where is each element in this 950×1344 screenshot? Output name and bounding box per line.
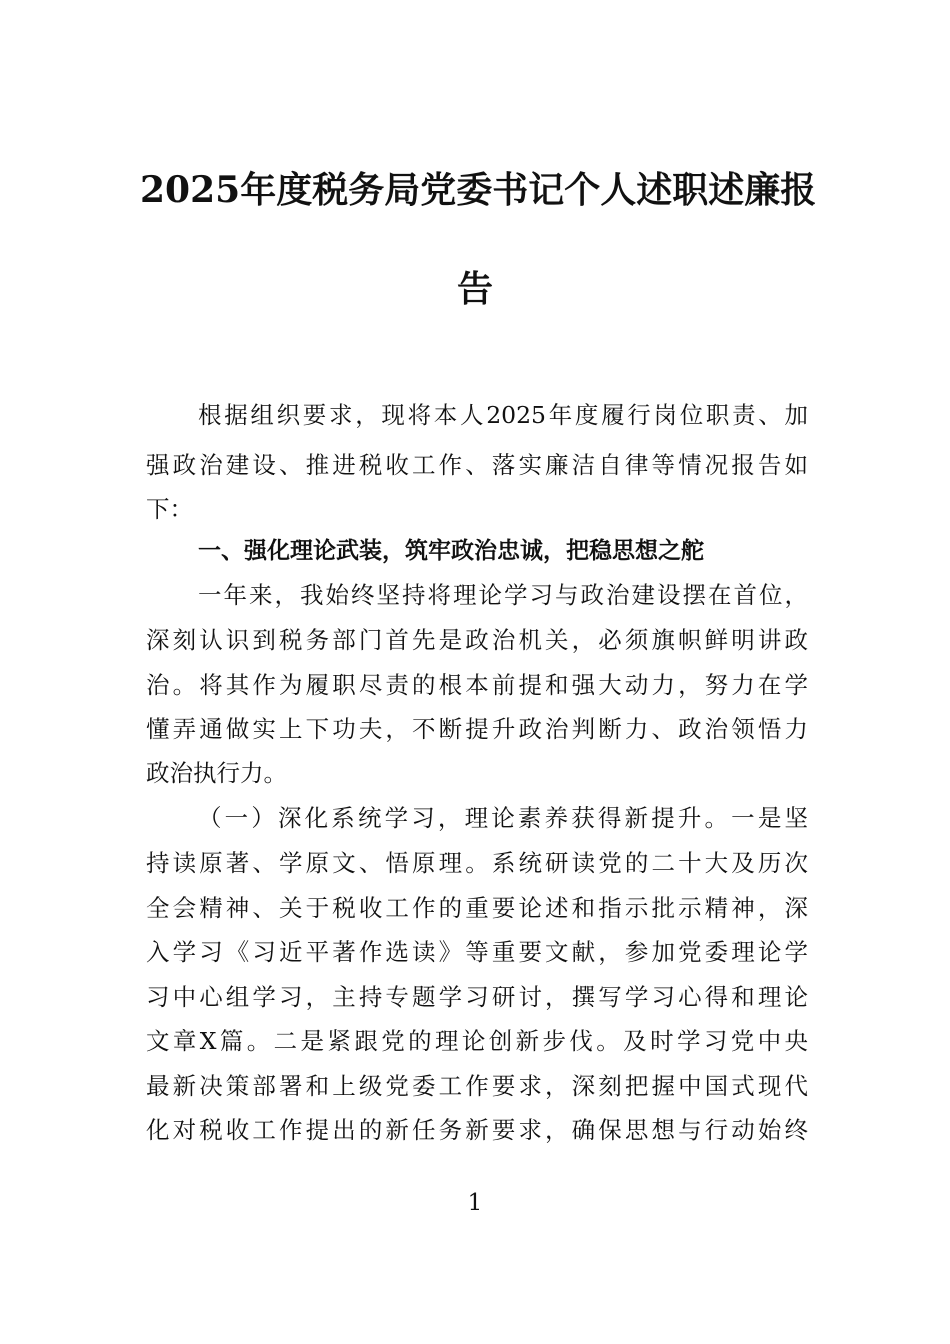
intro-line: 强政治建设、推进税收工作、落实廉洁自律等情况报告如 — [146, 451, 808, 479]
subsection-paragraph-line: 全会精神、关于税收工作的重要论述和指示批示精神，深 — [146, 894, 808, 922]
section-heading: 一、强化理论武装，筑牢政治忠诚，把稳思想之舵 — [198, 538, 704, 564]
subsection-paragraph-line: 文章X篇。二是紧跟党的理论创新步伐。及时学习党中央 — [146, 1027, 808, 1055]
subsection-paragraph-line: 入学习《习近平著作选读》等重要文献，参加党委理论学 — [146, 938, 808, 966]
section-paragraph-line: 懂弄通做实上下功夫，不断提升政治判断力、政治领悟力 — [146, 715, 808, 743]
subsection-paragraph-line: 最新决策部署和上级党委工作要求，深刻把握中国式现代 — [146, 1072, 808, 1100]
section-paragraph-line: 深刻认识到税务部门首先是政治机关，必须旗帜鲜明讲政 — [146, 626, 808, 654]
subsection-paragraph-line: （一）深化系统学习，理论素养获得新提升。一是坚 — [198, 804, 808, 832]
section-paragraph-line: 一年来，我始终坚持将理论学习与政治建设摆在首位， — [198, 581, 808, 609]
page-number: 1 — [467, 1190, 483, 1216]
intro-line: 根据组织要求，现将本人2025年度履行岗位职责、加 — [198, 401, 808, 429]
document-title-line-2: 告 — [456, 268, 493, 310]
subsection-paragraph-line: 化对税收工作提出的新任务新要求，确保思想与行动始终 — [146, 1116, 808, 1144]
section-paragraph-line: 治。将其作为履职尽责的根本前提和强大动力，努力在学 — [146, 671, 808, 699]
section-paragraph-line: 政治执行力。 — [146, 759, 287, 787]
document-title-line-1: 2025年度税务局党委书记个人述职述廉报 — [140, 169, 817, 211]
intro-line: 下： — [146, 495, 193, 523]
subsection-paragraph-line: 持读原著、学原文、悟原理。系统研读党的二十大及历次 — [146, 849, 808, 877]
subsection-paragraph-line: 习中心组学习，主持专题学习研讨，撰写学习心得和理论 — [146, 983, 808, 1011]
